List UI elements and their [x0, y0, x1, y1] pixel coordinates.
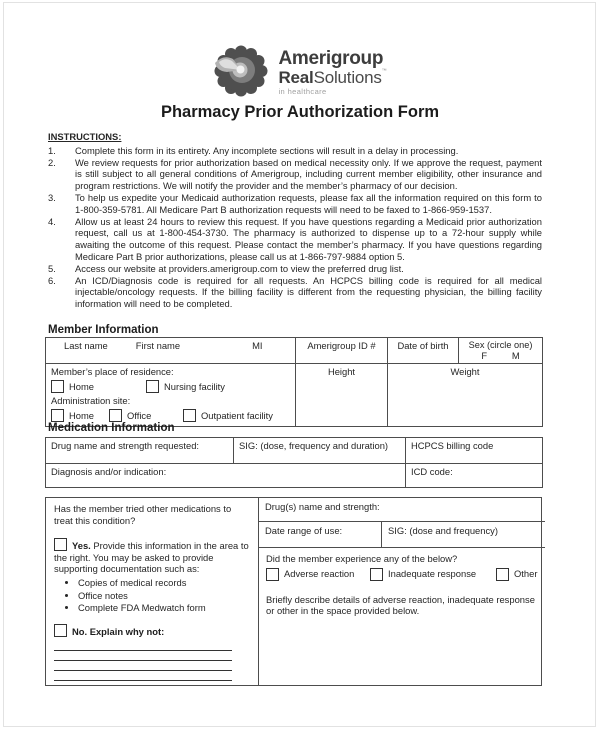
no-paragraph — [54, 624, 250, 638]
residence-home-label: Home — [69, 381, 95, 392]
instruction-item — [48, 216, 542, 263]
sig-field[interactable] — [234, 438, 406, 464]
instruction-number: 4. — [48, 215, 56, 227]
drugs-name-strength-label: Drug(s) name and strength: — [265, 501, 380, 512]
history-question-column — [46, 498, 259, 685]
history-question: Has the member tried other medications to treat this condition? — [54, 503, 232, 526]
mi-label: MI — [252, 340, 263, 351]
instruction-item — [48, 275, 542, 310]
medication-history-section — [45, 497, 542, 686]
administration-site-label: Administration site: — [51, 395, 131, 406]
admin-home-label: Home — [69, 410, 95, 421]
checkbox-inadequate-response[interactable] — [370, 568, 383, 581]
drugs-name-strength-field[interactable] — [259, 498, 545, 522]
instruction-text: Access our website at providers.amerigroup.com to view the preferred drug list. — [75, 262, 404, 274]
instructions-heading: INSTRUCTIONS: — [48, 131, 122, 142]
yes-paragraph — [54, 538, 250, 575]
member-name-field[interactable] — [46, 338, 296, 364]
height-label: Height — [327, 366, 356, 377]
experience-question: Did the member experience any of the below? — [266, 553, 458, 564]
sex-option-m[interactable]: M — [511, 350, 520, 361]
instruction-text: Complete this form in its entirety. Any incomplete sections will result in a delay in processing. — [75, 144, 459, 156]
checkbox-residence-home[interactable] — [51, 380, 64, 393]
inadequate-response-label: Inadequate response — [388, 568, 477, 580]
bullet-fda-medwatch: • Complete FDA Medwatch form — [78, 602, 250, 614]
logo — [0, 44, 600, 100]
admin-office-label: Office — [127, 410, 152, 421]
instruction-number: 6. — [48, 274, 56, 286]
checkbox-admin-outpatient[interactable] — [183, 409, 196, 422]
checkbox-adverse-reaction[interactable] — [266, 568, 279, 581]
checkbox-admin-office[interactable] — [109, 409, 122, 422]
sex-field[interactable] — [459, 338, 543, 364]
adverse-reaction-label: Adverse reaction — [284, 568, 355, 580]
brand-real: Real — [278, 67, 314, 87]
amerigroup-id-label: Amerigroup ID # — [307, 340, 376, 351]
date-range-label: Date range of use: — [265, 525, 343, 536]
write-in-line[interactable] — [54, 637, 232, 651]
experience-area — [259, 548, 545, 685]
sig-dose-frequency-label: SIG: (dose and frequency) — [388, 525, 498, 536]
brand-name: Amerigroup — [278, 47, 384, 69]
drug-name-label: Drug name and strength requested: — [51, 440, 200, 451]
yes-label: Yes. — [72, 540, 91, 552]
dob-label: Date of birth — [397, 340, 449, 351]
residence-cell — [46, 364, 296, 427]
residence-nursing-label: Nursing facility — [164, 381, 225, 392]
sex-label: Sex (circle one) — [468, 340, 533, 350]
medication-info-table — [45, 437, 543, 488]
bullet-office-notes: • Office notes — [78, 590, 250, 602]
yes-text: Provide this information in the area to the right. You may be asked to provide supporting documentation such as: — [54, 540, 249, 575]
instruction-text: Allow us at least 24 hours to review this request. If you have questions regarding a Medicaid prior authorization request, call us at 1-800-454-3730. The pharmacy is authorized to dispense up to a 72-hour supply while awaiting the outcome of this request. Please contact the member’s pharmacy. If you have questions regarding Medicare Part B prior authorizations, please call us at 1-866-797-9884 option 5. — [75, 215, 542, 262]
hcpcs-field[interactable] — [406, 438, 543, 464]
write-in-line[interactable] — [54, 661, 232, 671]
instruction-text: To help us expedite your Medicaid authorization requests, please fax all the information required on this form to 1-800-359-5781. All Medicare Part B authorization requests will need to be faxed to 1-866-959-1537. — [75, 191, 542, 215]
last-name-label: Last name — [64, 340, 108, 351]
date-range-field[interactable] — [259, 522, 382, 547]
instruction-number: 1. — [48, 144, 56, 156]
other-label: Other — [514, 568, 538, 580]
write-in-line[interactable] — [54, 651, 232, 661]
member-info-heading: Member Information — [48, 324, 159, 336]
medication-info-heading: Medication Information — [48, 422, 175, 434]
write-in-line[interactable] — [54, 671, 232, 681]
brand-solutions: Solutions — [313, 67, 382, 87]
history-detail-column — [259, 498, 545, 685]
trademark-mark: ™ — [381, 67, 387, 74]
icd-code-label: ICD code: — [411, 466, 453, 477]
describe-instruction: Briefly describe details of adverse reaction, inadequate response or other in the space provided below. — [266, 593, 535, 617]
checkbox-yes[interactable] — [54, 538, 67, 551]
instructions-section — [48, 131, 542, 310]
logo-tagline: in healthcare — [278, 86, 327, 96]
logo-text — [278, 49, 386, 96]
page-title: Pharmacy Prior Authorization Form — [160, 103, 440, 121]
member-info-table — [45, 337, 543, 427]
checkbox-residence-nursing-facility[interactable] — [146, 380, 159, 393]
first-name-label: First name — [135, 340, 181, 351]
admin-outpatient-label: Outpatient facility — [201, 410, 273, 421]
date-sig-row — [259, 522, 545, 548]
sig-label: SIG: (dose, frequency and duration) — [239, 440, 389, 451]
instruction-number: 5. — [48, 262, 56, 274]
instruction-text: An ICD/Diagnosis code is required for all requests. An HCPCS billing code is required for all medical injectable/oncology requests. If the billing facility is different from the requesting physician, the billing facility information will need to be completed. — [75, 274, 542, 310]
instruction-item — [48, 157, 542, 192]
drug-name-field[interactable] — [46, 438, 234, 464]
hcpcs-label: HCPCS billing code — [411, 440, 494, 451]
no-label: No. Explain why not: — [72, 625, 165, 637]
residence-label: Member’s place of residence: — [51, 366, 174, 377]
weight-field[interactable] — [388, 364, 543, 427]
weight-label: Weight — [450, 366, 480, 377]
instruction-number: 3. — [48, 191, 56, 203]
diagnosis-field[interactable] — [46, 464, 406, 488]
checkbox-admin-home[interactable] — [51, 409, 64, 422]
instruction-number: 2. — [48, 156, 56, 168]
amerigroup-id-field[interactable] — [296, 338, 388, 364]
instruction-item — [48, 192, 542, 216]
documentation-list — [54, 577, 250, 614]
instruction-text: We review requests for prior authorization based on medical necessity only. If we approve the request, payment is still subject to all general conditions of Amerigroup, including current member eligibility, other insurance and program restrictions. We will notify the provider and the member’s pharmacy of our decision. — [75, 156, 542, 192]
date-of-birth-field[interactable] — [388, 338, 459, 364]
checkbox-other[interactable] — [496, 568, 509, 581]
checkbox-no[interactable] — [54, 624, 67, 637]
icd-code-field[interactable] — [406, 464, 543, 488]
instruction-item — [48, 145, 542, 157]
amerigroup-logo-icon — [213, 44, 269, 100]
diagnosis-label: Diagnosis and/or indication: — [51, 466, 167, 477]
instruction-item — [48, 263, 542, 275]
sex-option-f[interactable]: F — [481, 350, 488, 361]
bullet-medical-records: • Copies of medical records — [78, 577, 250, 589]
sig-dose-frequency-field[interactable] — [382, 522, 545, 547]
height-field[interactable] — [296, 364, 388, 427]
brand-subname — [278, 69, 386, 86]
